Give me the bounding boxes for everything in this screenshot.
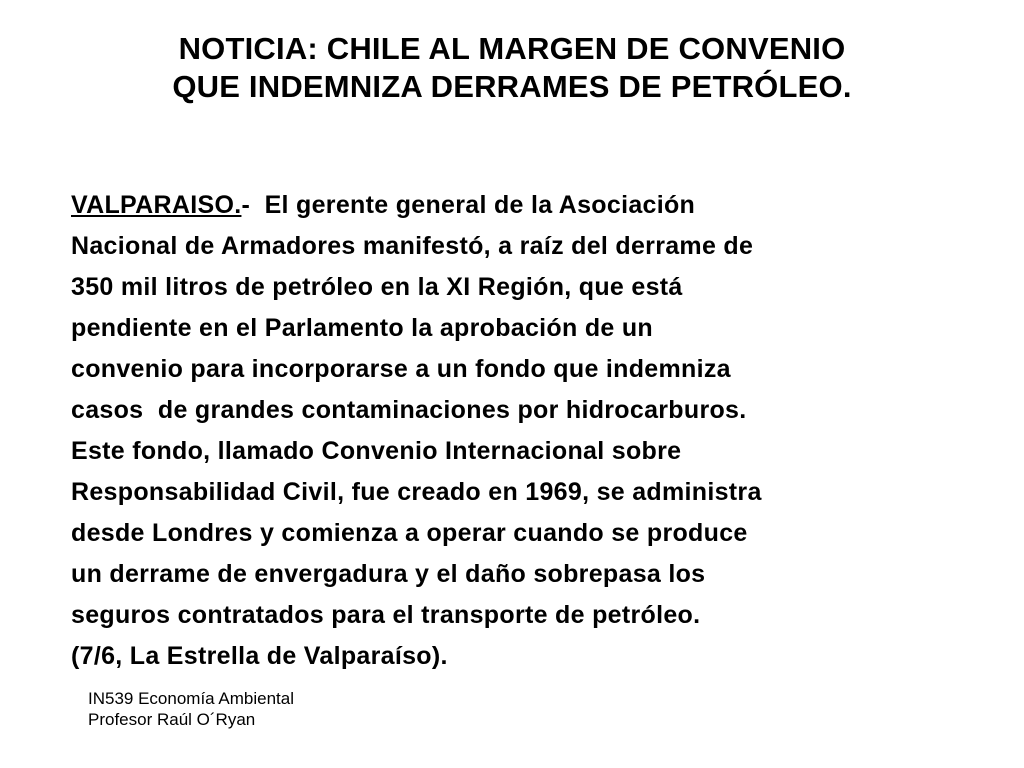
title-line-1: NOTICIA: CHILE AL MARGEN DE CONVENIO [178,31,846,66]
dateline-suffix: - El gerente general de la Asociación [241,191,696,219]
article-line: 350 mil litros de petróleo en la XI Región, que está [71,273,683,301]
article-line-first [71,185,971,226]
professor-label: Profesor Raúl O´Ryan [88,710,256,729]
article-line: un derrame de envergadura y el daño sobrepasa los [71,560,706,588]
article-line: casos de grandes contaminaciones por hidrocarburos. [71,396,747,424]
slide-footer [88,688,294,730]
article-line: pendiente en el Parlamento la aprobación de un [71,314,653,342]
article-line: seguros contratados para el transporte de petróleo. [71,601,701,629]
title-line-2: QUE INDEMNIZA DERRAMES DE PETRÓLEO. [172,69,852,104]
article-line: Responsabilidad Civil, fue creado en 1969, se administra [71,478,762,506]
article-line: Nacional de Armadores manifestó, a raíz del derrame de [71,232,754,260]
article-source: (7/6, La Estrella de Valparaíso). [71,642,448,670]
article-body [71,185,971,677]
slide-title [40,30,984,106]
article-line: desde Londres y comienza a operar cuando se produce [71,519,748,547]
dateline: VALPARAISO. [71,191,242,219]
article-line: Este fondo, llamado Convenio Internacional sobre [71,437,682,465]
article-line: convenio para incorporarse a un fondo que indemniza [71,355,731,383]
course-label: IN539 Economía Ambiental [88,689,295,708]
